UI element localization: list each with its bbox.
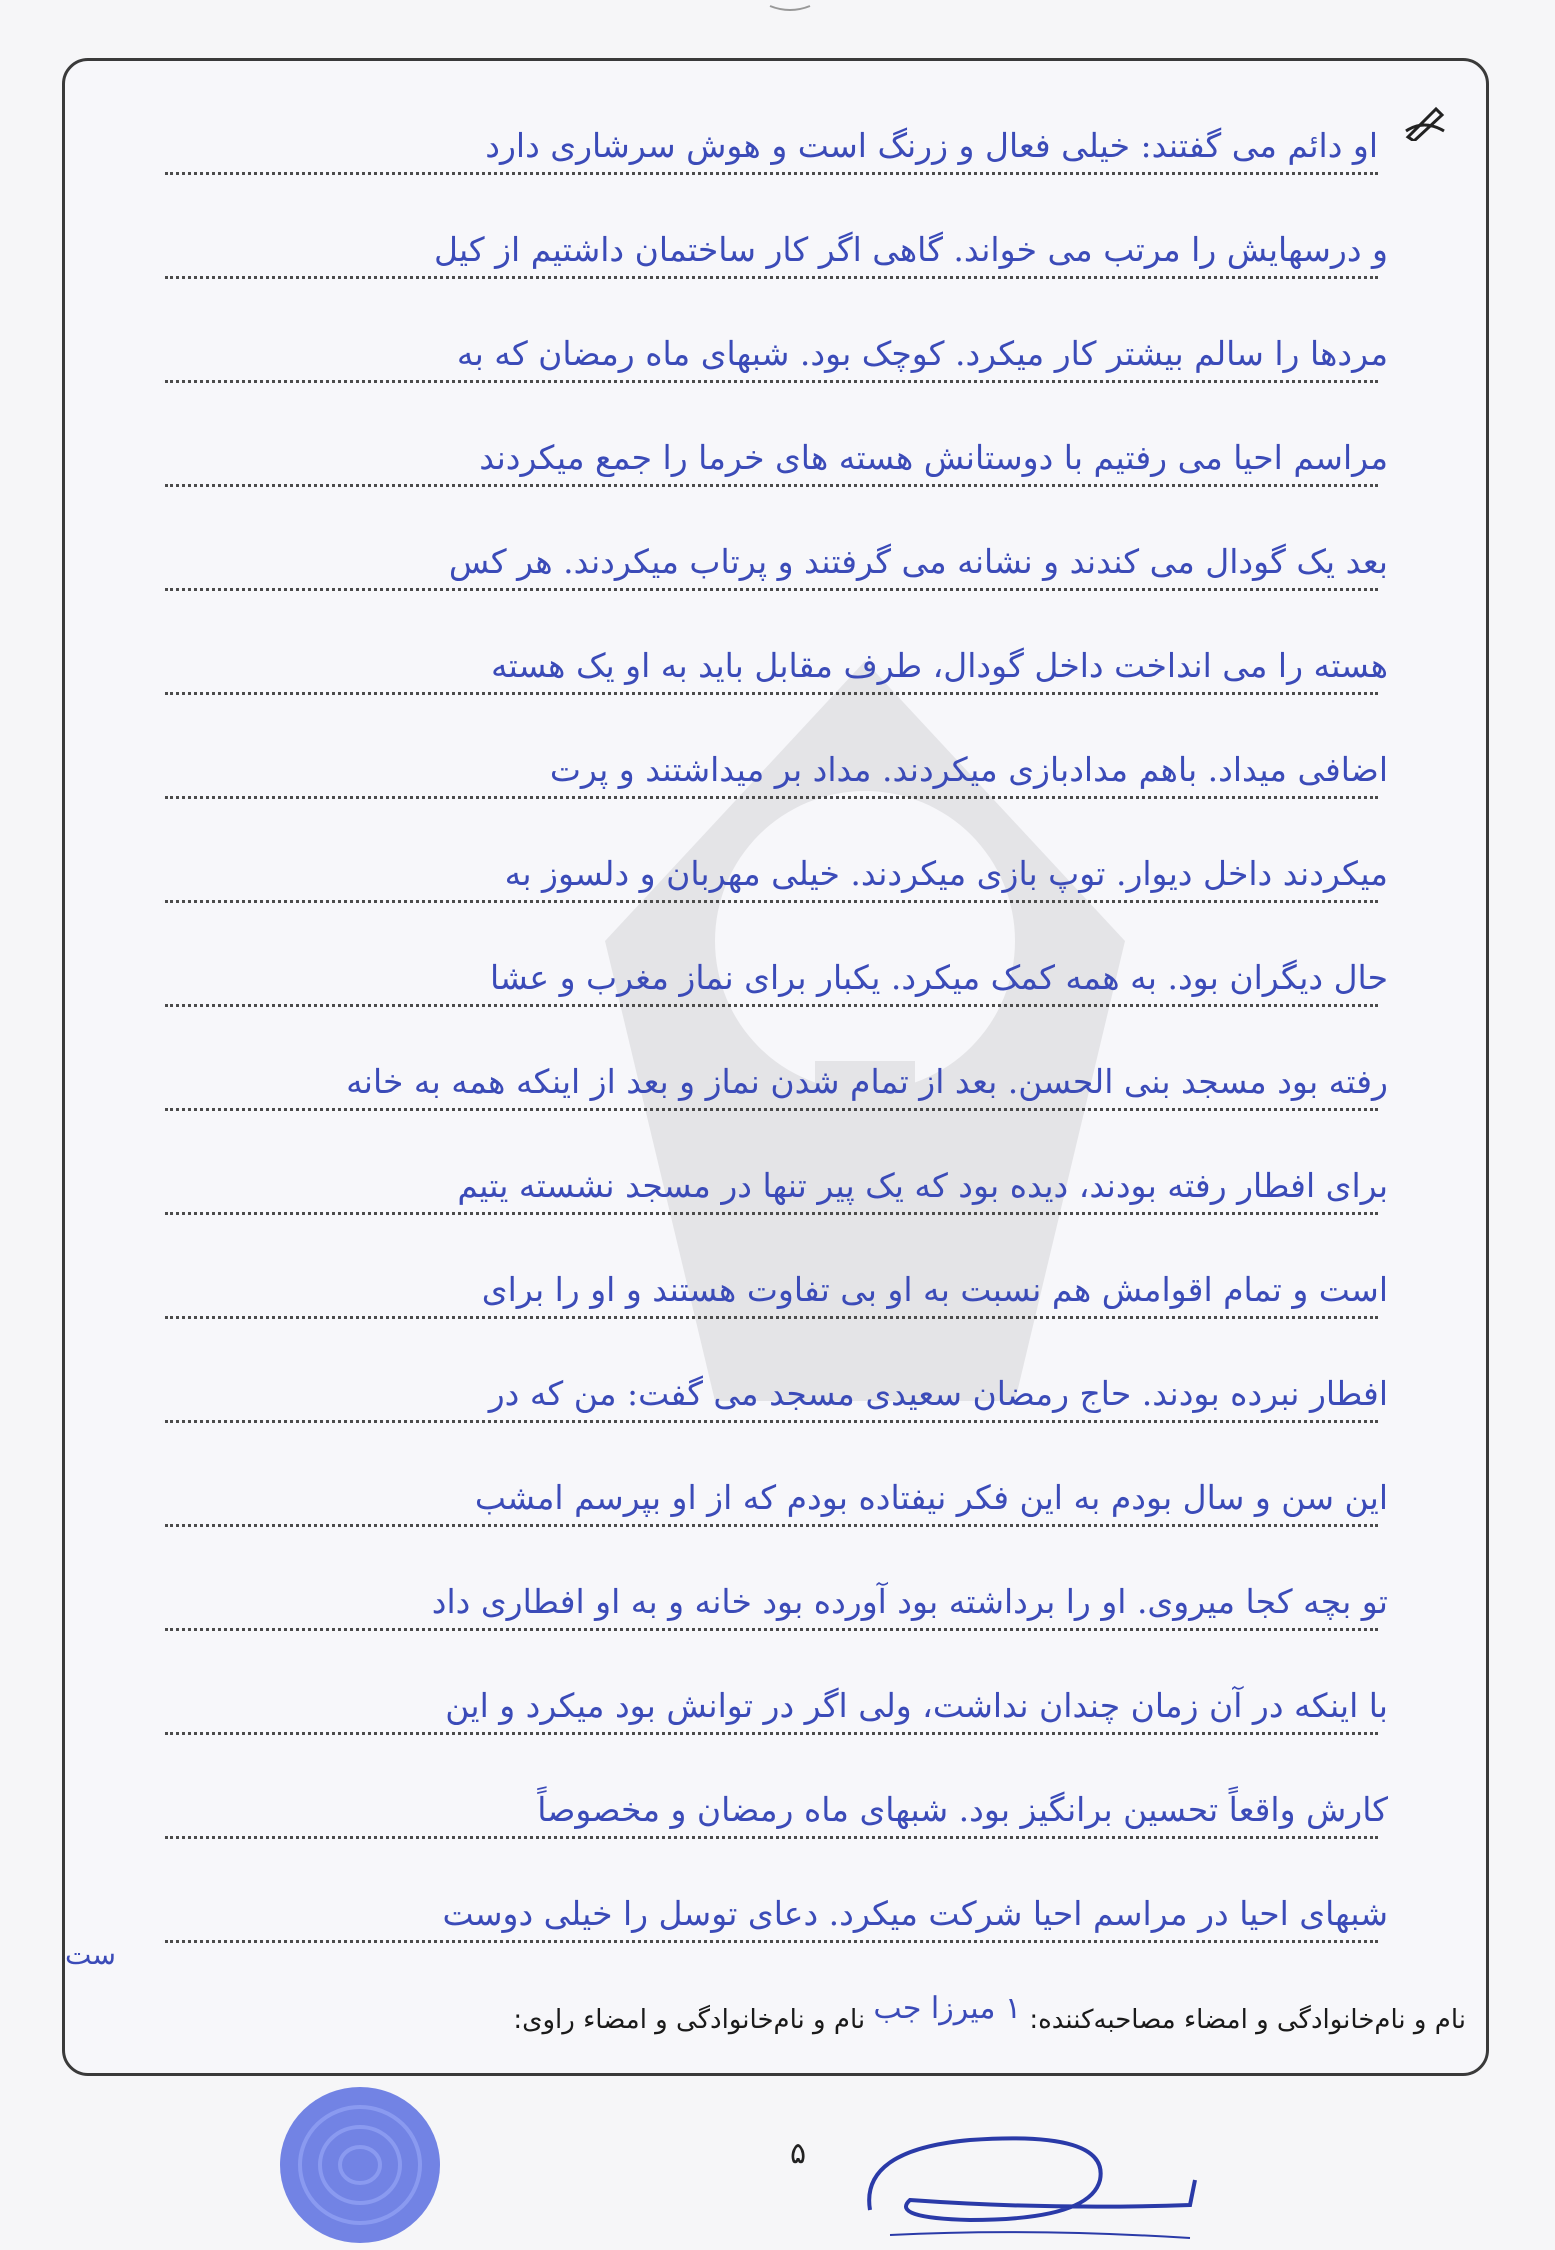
text-line [105, 609, 1448, 713]
text-line [105, 1233, 1448, 1337]
line-text: این سن و سال بودم به این فکر نیفتاده بودم که از او بپرسم امشب [474, 1478, 1388, 1517]
line-text: است و تمام اقوامش هم نسبت به او بی تفاوت هستند و او را برای [481, 1270, 1388, 1309]
line-text: بعد یک گودال می کندند و نشانه می گرفتند و پرتاب میکردند. هر کس [448, 542, 1388, 581]
line-text: حال دیگران بود. به همه کمک میکرد. یکبار برای نماز مغرب و عشا [489, 958, 1388, 997]
text-line [105, 1545, 1448, 1649]
text-line [105, 1337, 1448, 1441]
narrator-label: نام و نام‌خانوادگی و امضاء راوی: [513, 2005, 866, 2035]
line-text: مردها را سالم بیشتر کار میکرد. کوچک بود. شبهای ماه رمضان که به [456, 334, 1388, 373]
line-text: کارش واقعاً تحسین برانگیز بود. شبهای ماه رمضان و مخصوصاً [537, 1790, 1388, 1829]
line-text: میکردند داخل دیوار. توپ بازی میکردند. خیلی مهربان و دلسوز به [504, 854, 1388, 893]
line-text: هسته را می انداخت داخل گودال، طرف مقابل باید به او یک هسته [490, 646, 1388, 685]
line-text: رفته بود مسجد بنی الحسن. بعد از تمام شدن نماز و بعد از اینکه همه به خانه [346, 1062, 1388, 1101]
text-line [105, 297, 1448, 401]
line-text: و درسهایش را مرتب می خواند. گاهی اگر کار ساختمان داشتیم از کیل [433, 230, 1388, 269]
line-text: شبهای احیا در مراسم احیا شرکت میکرد. دعای توسل را خیلی دوست [442, 1894, 1388, 1933]
text-line [105, 713, 1448, 817]
text-line [105, 505, 1448, 609]
text-line [105, 193, 1448, 297]
text-line [105, 817, 1448, 921]
text-line [105, 1649, 1448, 1753]
text-line [105, 1441, 1448, 1545]
signature-icon [850, 2110, 1210, 2245]
text-line [105, 921, 1448, 1025]
text-line [105, 89, 1448, 193]
page-frame [62, 58, 1489, 2076]
page-number: ۵ [790, 2136, 807, 2171]
line-text: برای افطار رفته بودند، دیده بود که یک پیر تنها در مسجد نشسته یتیم [457, 1166, 1388, 1205]
signature-line [85, 1991, 1466, 2036]
top-scan-mark [760, 0, 820, 20]
fingerprint-icon [270, 2075, 450, 2250]
text-line [105, 1857, 1448, 1961]
line-text: مراسم احیا می رفتیم با دوستانش هسته های خرما را جمع میکردند [479, 438, 1388, 477]
interviewer-label: نام و نام‌خانوادگی و امضاء مصاحبه‌کننده: [1029, 2005, 1466, 2035]
line-text: تو بچه کجا میروی. او را برداشته بود آورده بود خانه و به او افطاری داد [431, 1582, 1388, 1621]
margin-note: ست [65, 1938, 116, 1971]
line-text: اضافی میداد. باهم مدادبازی میکردند. مداد بر میداشتند و پرت [549, 750, 1388, 789]
handwritten-lines [105, 89, 1448, 1961]
text-line [105, 1025, 1448, 1129]
text-line [105, 401, 1448, 505]
text-line [105, 1753, 1448, 1857]
line-text: او دائم می گفتند: خیلی فعال و زرنگ است و هوش سرشاری دارد [485, 126, 1378, 165]
line-text: افطار نبرده بودند. حاج رمضان سعیدی مسجد می گفت: من که در [488, 1374, 1388, 1413]
line-text: با اینکه در آن زمان چندان نداشت، ولی اگر در توانش بود میکرد و این [445, 1686, 1388, 1725]
interviewer-name: ۱ میرزا جب [873, 1991, 1022, 2026]
text-line [105, 1129, 1448, 1233]
